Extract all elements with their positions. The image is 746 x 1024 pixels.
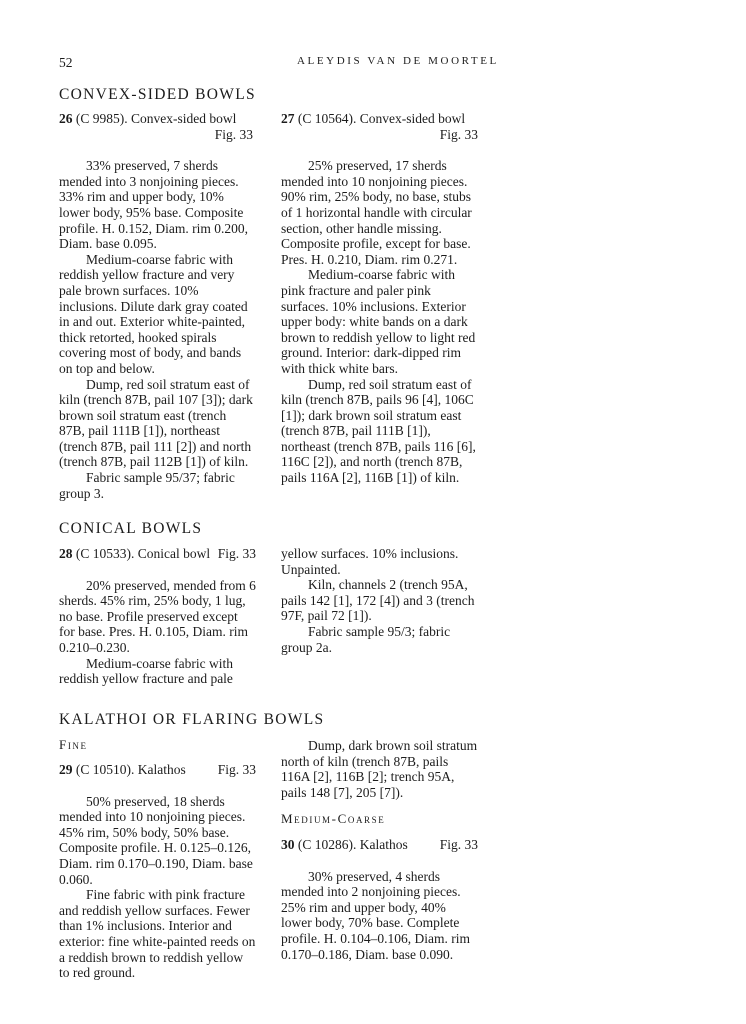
description-paragraph: Dump, dark brown soil stratum north of kiln (trench 87B, pails 116A [2], 116B [2]; trench 95A, pails 148 [7], 205 [7]). xyxy=(281,738,478,800)
description-paragraph: 50% preserved, 18 sherds mended into 10 nonjoining pieces. 45% rim, 50% body, 50% base. Composite profile. H. 0.125–0.126, Diam. rim 0.170–0.190, Diam. base 0.060. xyxy=(59,793,253,887)
section-title-convex: CONVEX-SIDED BOWLS xyxy=(59,86,256,103)
description-paragraph: yellow surfaces. 10% inclusions. Unpainted. xyxy=(281,546,459,577)
entry-26-heading xyxy=(59,111,253,127)
catalog-id: (C 10286). Kalathos xyxy=(294,837,408,852)
running-title: ALEYDIS VAN DE MOORTEL xyxy=(297,55,499,67)
catalog-id: (C 10564). Convex-sided bowl xyxy=(294,111,466,126)
fig-reference: Fig. 33 xyxy=(439,126,478,142)
page-number: 52 xyxy=(59,55,73,70)
catalog-id: (C 10510). Kalathos xyxy=(72,762,186,777)
catalog-id: (C 10533). Conical bowl xyxy=(72,546,211,561)
catalog-number: 26 xyxy=(59,111,73,126)
entry-27 xyxy=(281,111,478,486)
catalog-number: 30 xyxy=(281,837,295,852)
description-paragraph: Medium-coarse fabric with reddish yellow fracture and very pale brown surfaces. 10% inclusions. Dilute dark gray coated in and out. Exterior white-painted, thick retorted, hooked spirals covering most of body, and bands on top and below. xyxy=(59,251,248,376)
entry-28 xyxy=(59,546,256,687)
description-paragraph: Kiln, channels 2 (trench 95A, pails 142 [1], 172 [4]) and 3 (trench 97F, pail 72 [1]). xyxy=(281,577,475,624)
entry-28-heading xyxy=(59,546,256,562)
description-paragraph: Medium-coarse fabric with pink fracture and paler pink surfaces. 10% inclusions. Exterior upper body: white bands on a dark brown to reddish yellow to light red ground. Interior: dark-dipped rim with thick white bars. xyxy=(281,267,476,376)
description-paragraph: Medium-coarse fabric with reddish yellow fracture and pale xyxy=(59,655,233,687)
description-paragraph: Dump, red soil stratum east of kiln (trench 87B, pails 96 [4], 106C [1]); dark brown soil stratum east (trench 87B, pail 111B [1]), northeast (trench 87B, pails 116 [6], 116C [2]), and north (trench 87B, pails 116A [2], 116B [1]) of kiln. xyxy=(281,376,476,486)
fig-reference: Fig. 33 xyxy=(214,126,253,142)
entry-30-heading xyxy=(281,837,478,853)
entry-27-heading xyxy=(281,111,478,127)
section-title-kalathoi: KALATHOI OR FLARING BOWLS xyxy=(59,711,325,728)
subsection-title-fine: Fine xyxy=(59,737,88,752)
catalog-number: 28 xyxy=(59,546,73,561)
description-paragraph: Dump, red soil stratum east of kiln (trench 87B, pail 107 [3]); dark brown soil stratum east (trench 87B, pail 111B [1]), northeast (trench 87B, pail 111 [2]) and north (trench 87B, pail 112B [1]) of kiln. xyxy=(59,376,253,470)
fig-reference: Fig. 33 xyxy=(217,762,256,777)
catalog-number: 29 xyxy=(59,762,73,777)
catalog-id: (C 9985). Convex-sided bowl xyxy=(72,111,237,126)
entry-26 xyxy=(59,111,253,501)
entry-30 xyxy=(281,837,478,962)
description-paragraph: 30% preserved, 4 sherds mended into 2 nonjoining pieces. 25% rim and upper body, 40% lower body, 70% base. Complete profile. H. 0.104–0.106, Diam. rim 0.170–0.186, Diam. base 0.090. xyxy=(281,868,470,962)
entry-29-continued xyxy=(281,738,478,800)
description-paragraph: 33% preserved, 7 sherds mended into 3 nonjoining pieces. 33% rim and upper body, 10% lower body, 95% base. Composite profile. H. 0.152, Diam. rim 0.200, Diam. base 0.095. xyxy=(59,158,248,252)
description-paragraph: Fine fabric with pink fracture and reddish yellow surfaces. Fewer than 1% inclusions. Interior and exterior: fine white-painted reeds on a reddish brown to reddish yellow to red ground. xyxy=(59,887,256,981)
description-paragraph: 25% preserved, 17 sherds mended into 10 nonjoining pieces. 90% rim, 25% body, no base, stubs of 1 horizontal handle with circular section, other handle missing. Composite profile, except for base. Pres. H. 0.210, Diam. rim 0.271. xyxy=(281,158,472,267)
description-paragraph: Fabric sample 95/37; fabric group 3. xyxy=(59,470,235,501)
fig-reference: Fig. 33 xyxy=(217,546,256,561)
description-paragraph: 20% preserved, mended from 6 sherds. 45% rim, 25% body, 1 lug, no base. Profile preserved except for base. Pres. H. 0.105, Diam. rim 0.210–0.230. xyxy=(59,577,256,655)
entry-29 xyxy=(59,762,256,981)
entry-28-continued xyxy=(281,546,478,655)
entry-29-heading xyxy=(59,762,256,778)
catalog-number: 27 xyxy=(281,111,295,126)
section-title-conical: CONICAL BOWLS xyxy=(59,520,203,537)
fig-reference: Fig. 33 xyxy=(439,837,478,852)
subsection-title-medium-coarse: Medium-Coarse xyxy=(281,811,386,826)
description-paragraph: Fabric sample 95/3; fabric group 2a. xyxy=(281,623,451,655)
